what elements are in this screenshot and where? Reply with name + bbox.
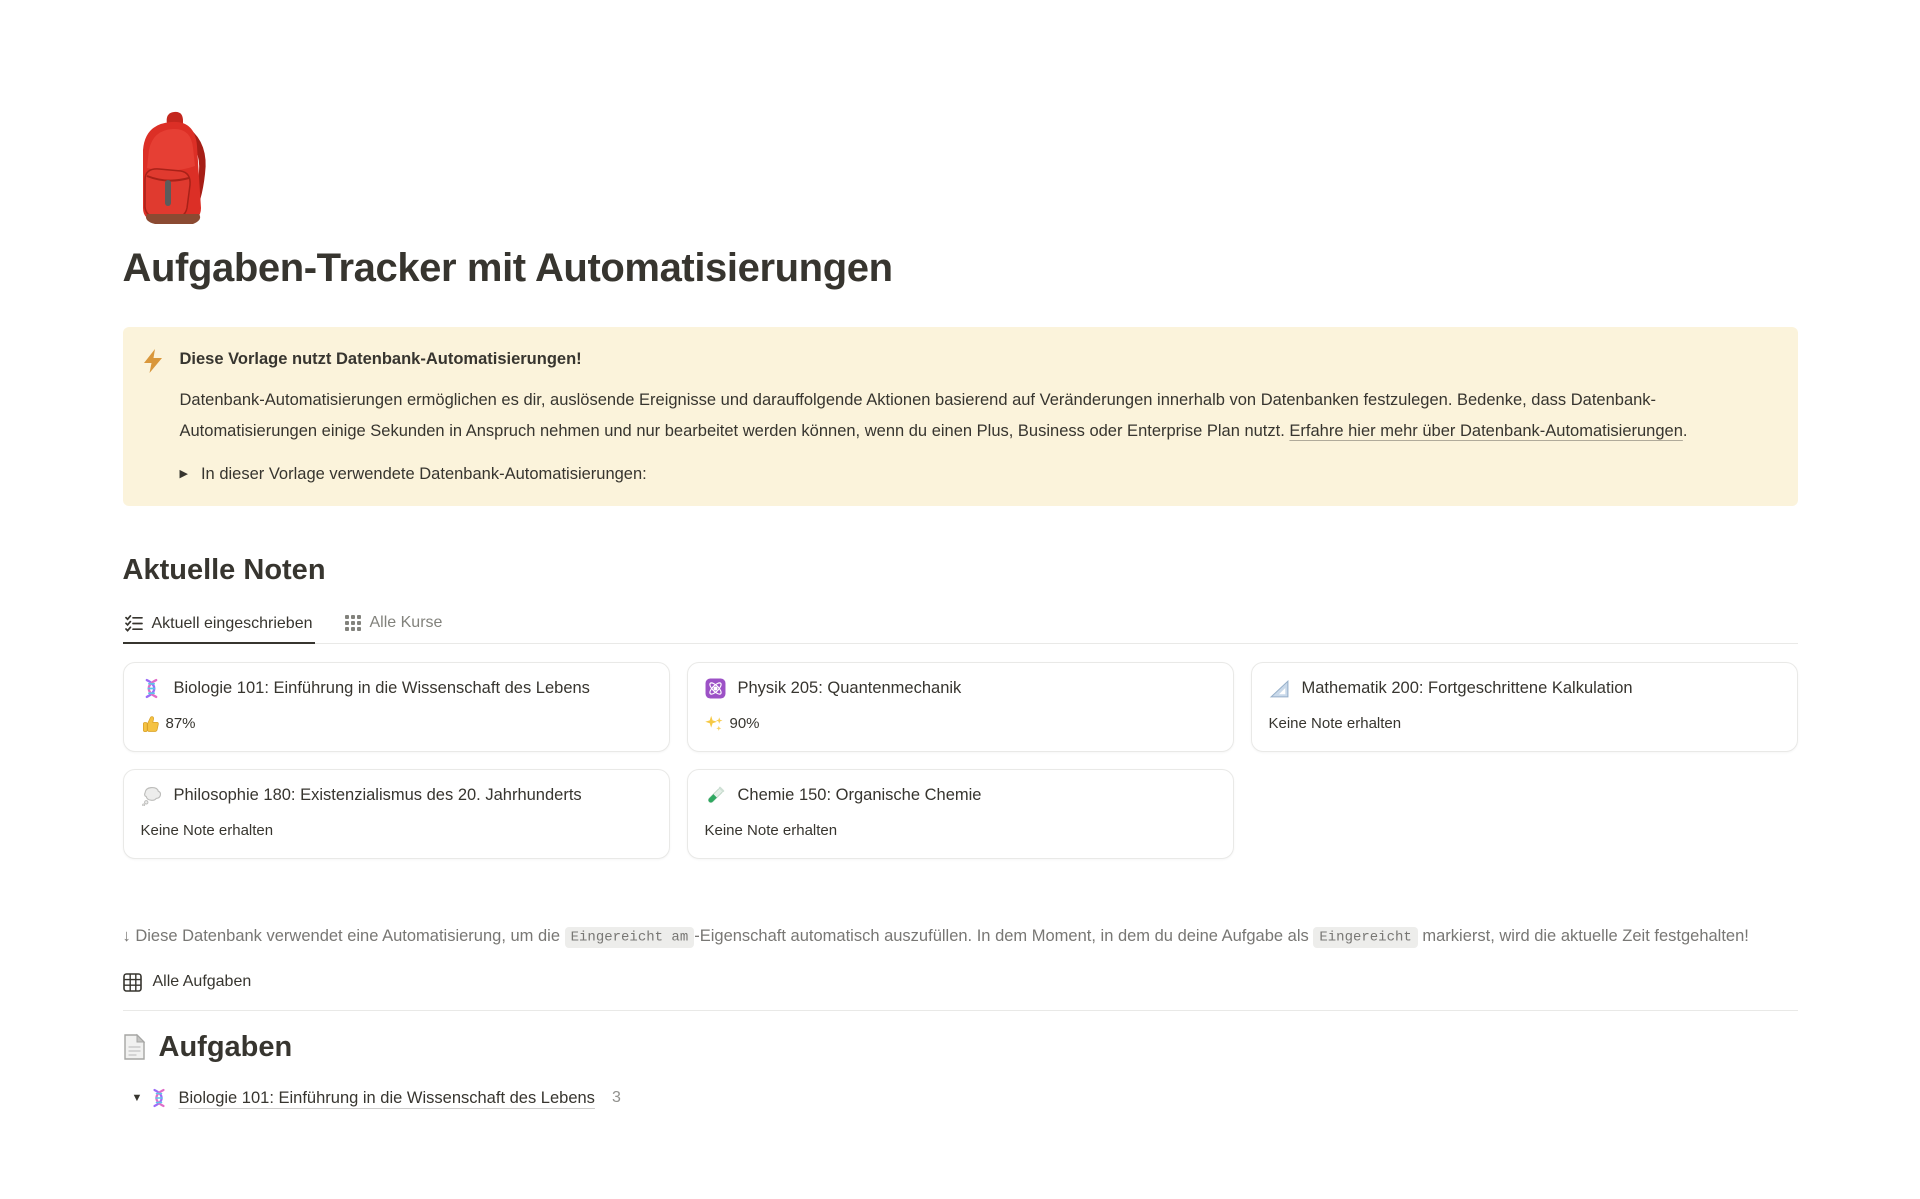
card-mathematik-200[interactable]: [1251, 662, 1798, 752]
view-tabs: [123, 607, 1798, 644]
grade-value: Keine Note erhalten: [704, 822, 838, 840]
task-group-row: [123, 1088, 1798, 1108]
card-title: Philosophie 180: Existenzialismus des 20. Jahrhunderts: [173, 785, 582, 804]
card-title: Chemie 150: Organische Chemie: [737, 785, 982, 804]
divider: [123, 1010, 1798, 1011]
checklist-icon: [125, 615, 143, 632]
grades-heading: Aktuelle Noten: [122, 553, 326, 586]
grid-icon: [345, 615, 361, 631]
code-eingereicht: Eingereicht: [1313, 927, 1417, 948]
tab-alle-kurse[interactable]: [343, 607, 445, 643]
card-chemie-150[interactable]: [687, 769, 1234, 859]
grade-value: 87%: [165, 715, 196, 733]
grade-value: Keine Note erhalten: [1268, 715, 1402, 733]
lightning-icon: [141, 347, 165, 484]
triangular-ruler-icon: [1269, 678, 1290, 699]
page-icon: [123, 1033, 146, 1061]
tasks-heading-row: [123, 1031, 1798, 1064]
grade-value: Keine Note erhalten: [140, 822, 274, 840]
callout-content: [180, 347, 1774, 484]
card-title: Mathematik 200: Fortgeschrittene Kalkulation: [1301, 678, 1633, 697]
card-grade: [705, 821, 1215, 841]
tasks-heading: Aufgaben: [158, 1030, 293, 1063]
group-title-link[interactable]: Biologie 101: Einführung in die Wissenschaft des Lebens: [178, 1088, 595, 1107]
tab-aktuell-eingeschrieben[interactable]: [123, 607, 315, 645]
card-biologie-101[interactable]: [123, 662, 670, 752]
callout-body: [180, 385, 1774, 447]
learn-more-link[interactable]: Erfahre hier mehr über Datenbank-Automatisierungen: [1289, 421, 1683, 440]
card-physik-205[interactable]: [687, 662, 1234, 752]
card-grade: [141, 714, 651, 734]
table-icon: [123, 973, 142, 992]
automation-note: [123, 921, 1763, 952]
tab-label: Alle Kurse: [369, 613, 443, 631]
code-eingereicht-am: Eingereicht am: [565, 927, 695, 948]
atom-icon: [705, 678, 726, 699]
note-text: Diese Datenbank verwendet eine Automatisierung, um die: [135, 926, 561, 945]
note-text: -Eigenschaft automatisch auszufüllen. In dem Moment, in dem du deine Aufgabe als: [694, 926, 1309, 945]
page-title: Aufgaben-Tracker mit Automatisierungen: [122, 246, 893, 290]
grade-value: 90%: [729, 715, 760, 733]
sparkles-icon: [705, 714, 724, 733]
automation-callout: [123, 327, 1798, 506]
down-arrow-icon: ↓: [122, 926, 131, 945]
card-grade: [1269, 714, 1779, 734]
card-grade: [141, 821, 651, 841]
dna-icon: [149, 1088, 169, 1108]
note-text: markierst, wird die aktuelle Zeit festgehalten!: [1422, 926, 1749, 945]
grades-gallery: [123, 662, 1798, 859]
callout-body-text: Datenbank-Automatisierungen ermöglichen es dir, auslösende Ereignisse und darauffolgende Aktionen basierend auf Veränderungen innerhalb von Datenbanken festzulegen. Bedenke, dass Datenbank-Automatisierungen einige Sekunden in Anspruch nehmen und nur bearbeitet werden können, wenn du einen Plus, Business oder Enterprise Plan nutzt.: [179, 390, 1657, 440]
automations-toggle[interactable]: [180, 465, 1774, 484]
toggle-down-icon[interactable]: ▼: [131, 1091, 143, 1104]
tab-label: Aktuell eingeschrieben: [151, 614, 313, 632]
backpack-icon[interactable]: [129, 110, 1798, 230]
all-tasks-label: Alle Aufgaben: [152, 973, 252, 991]
callout-heading: Diese Vorlage nutzt Datenbank-Automatisierungen!: [179, 350, 582, 368]
card-philosophie-180[interactable]: [123, 769, 670, 859]
card-title: Physik 205: Quantenmechanik: [737, 678, 962, 697]
group-count: 3: [611, 1089, 621, 1106]
thumbs-up-icon: [141, 714, 160, 733]
toggle-label: In dieser Vorlage verwendete Datenbank-Automatisierungen:: [200, 464, 647, 483]
test-tube-icon: [705, 785, 726, 806]
card-title: Biologie 101: Einführung in die Wissenschaft des Lebens: [173, 678, 590, 697]
callout-body-period: .: [1682, 421, 1688, 440]
notion-page: [123, 0, 1798, 1108]
toggle-right-icon[interactable]: ▶: [179, 467, 188, 480]
card-grade: [705, 714, 1215, 734]
thought-balloon-icon: [141, 785, 162, 806]
all-tasks-link[interactable]: [123, 968, 252, 997]
dna-icon: [141, 678, 162, 699]
